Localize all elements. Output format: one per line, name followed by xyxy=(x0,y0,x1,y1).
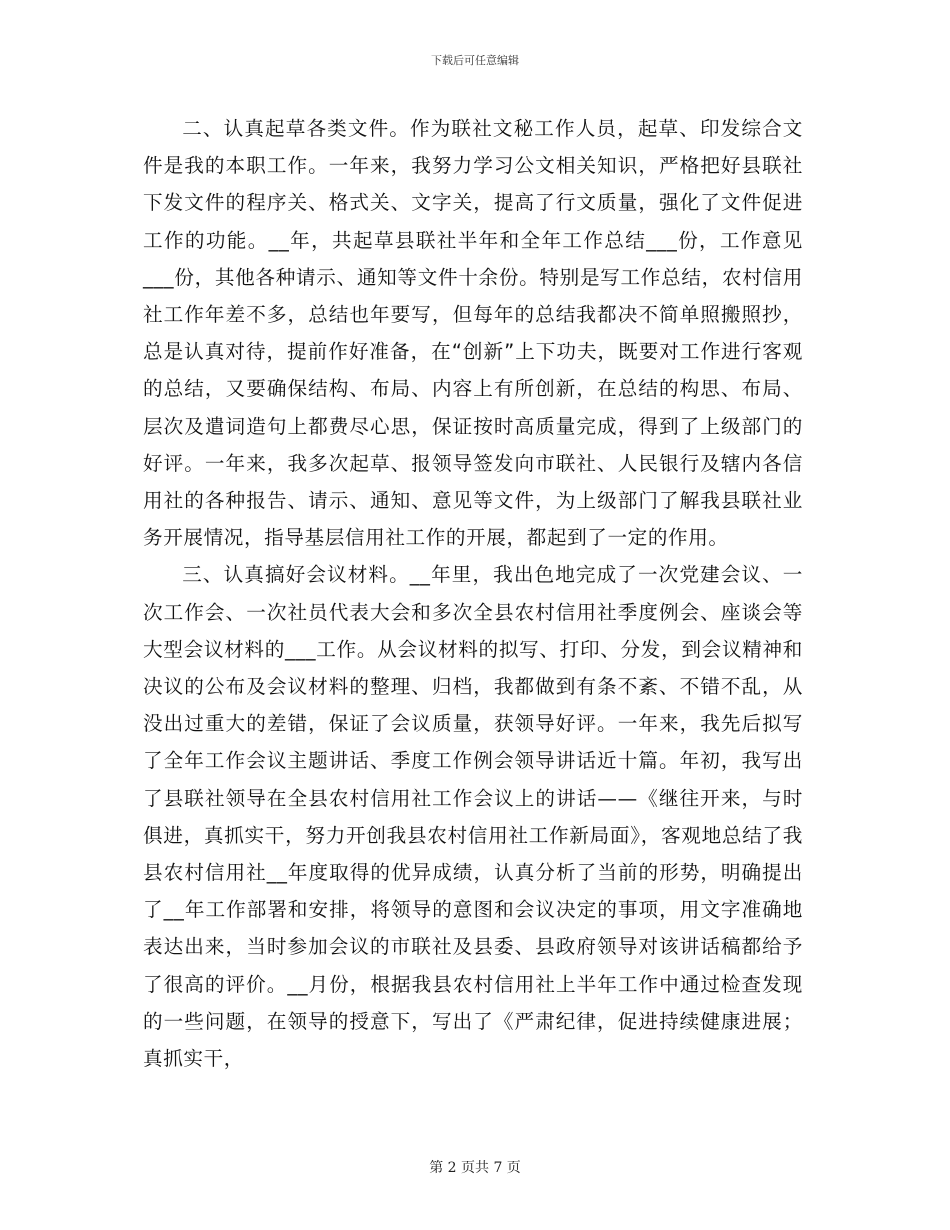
paragraph-drafting-documents: 二、认真起草各类文件。作为联社文秘工作人员，起草、印发综合文件是我的本职工作。一年来，我努力学习公文相关知识，严格把好县联社下发文件的程序关、格式关、文字关，提高了行文质量，强化了文件促进工作的功能。__年，共起草县联社半年和全年工作总结___份，工作意见___份，其他各种请示、通知等文件十余份。特别是写工作总结，农村信用社工作年差不多，总结也年要写，但每年的总结我都决不简单照搬照抄，总是认真对待，提前作好准备，在“创新”上下功夫，既要对工作进行客观的总结，又要确保结构、布局、内容上有所创新，在总结的构思、布局、层次及遣词造句上都费尽心思，保证按时高质量完成，得到了上级部门的好评。一年来，我多次起草、报领导签发向市联社、人民银行及辖内各信用社的各种报告、请示、通知、意见等文件，为上级部门了解我县联社业务开展情况，指导基层信用社工作的开展，都起到了一定的作用。 xyxy=(143,117,803,550)
page-header: 下载后可任意编辑 xyxy=(431,54,519,67)
paragraph-meeting-materials: 三、认真搞好会议材料。__年里，我出色地完成了一次党建会议、一次工作会、一次社员代表大会和多次全县农村信用社季度例会、座谈会等大型会议材料的___工作。从会议材料的拟写、打印、分发，到会议精神和决议的公布及会议材料的整理、归档，我都做到有条不紊、不错不乱，从没出过重大的差错，保证了会议质量，获领导好评。一年来，我先后拟写了全年工作会议主题讲话、季度工作例会领导讲话近十篇。年初，我写出了县联社领导在全县农村信用社工作会议上的讲话——《继往开来，与时俱进，真抓实干，努力开创我县农村信用社工作新局面》，客观地总结了我县农村信用社__年度取得的优异成绩，认真分析了当前的形势，明确提出了__年工作部署和安排，将领导的意图和会议决定的事项，用文字准确地表达出来，当时参加会议的市联社及县委、县政府领导对该讲话稿都给予了很高的评价。__月份，根据我县农村信用社上半年工作中通过检查发现的一些问题，在领导的授意下，写出了《严肃纪律，促进持续健康进展；真抓实干， xyxy=(143,563,803,1071)
page-number: 第 2 页共 7 页 xyxy=(429,1160,521,1176)
document-body xyxy=(143,110,803,1077)
